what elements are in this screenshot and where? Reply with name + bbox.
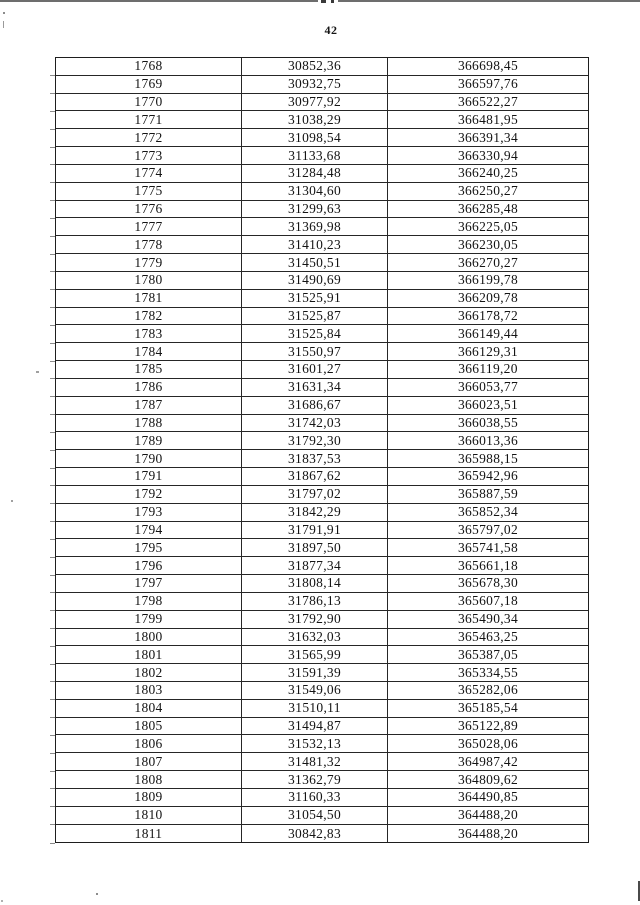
value2-cell: 366330,94: [457, 147, 519, 163]
value1-cell: 31742,03: [242, 415, 388, 432]
year-cell: 1789: [56, 432, 242, 449]
year-cell: 1771: [56, 111, 242, 128]
year-cell: 1788: [56, 415, 242, 432]
value2-cell: 365028,06: [457, 735, 519, 751]
table-row: [56, 183, 588, 201]
table-row: [56, 272, 588, 290]
value2-cell: 366240,25: [457, 165, 519, 181]
value2-cell: 366013,36: [457, 432, 519, 448]
value2-cell: 366698,45: [457, 58, 519, 74]
table-row: [56, 718, 588, 736]
data-table: [55, 57, 589, 843]
value2-cell: 365282,06: [457, 682, 519, 698]
value2-cell: 366119,20: [458, 361, 518, 377]
year-cell: 1790: [56, 450, 242, 467]
value1-cell: 30852,36: [242, 58, 388, 75]
value1-cell: 31481,32: [242, 753, 388, 770]
year-cell: 1808: [56, 771, 242, 788]
value2-cell: 366391,34: [457, 129, 519, 145]
table-row: [56, 486, 588, 504]
scan-edge-mark: [331, 0, 334, 3]
year-cell: 1796: [56, 557, 242, 574]
table-row: [56, 325, 588, 343]
value1-cell: 31591,39: [242, 664, 388, 681]
table-row: [56, 522, 588, 540]
year-cell: 1780: [56, 272, 242, 289]
scan-speck: [11, 500, 13, 502]
scan-speck: [96, 893, 98, 895]
value2-cell: 366178,72: [457, 308, 519, 323]
year-cell: 1800: [56, 629, 242, 646]
value2-cell: 364490,85: [457, 789, 519, 805]
value1-cell: 31792,90: [242, 611, 388, 628]
table-row: [56, 700, 588, 718]
year-cell: 1781: [56, 290, 242, 307]
value1-cell: 31284,48: [242, 165, 388, 182]
year-cell: 1810: [56, 807, 242, 824]
value2-cell: 366230,05: [457, 236, 519, 252]
value1-cell: 31160,33: [242, 789, 388, 806]
value2-cell: 365942,96: [457, 468, 519, 484]
value2-cell: 366597,76: [457, 76, 519, 92]
year-cell: 1786: [56, 379, 242, 396]
table-row: [56, 201, 588, 219]
table-row: [56, 682, 588, 700]
value2-cell: 366129,31: [457, 343, 519, 359]
year-cell: 1805: [56, 718, 242, 735]
year-cell: 1776: [56, 201, 242, 218]
value1-cell: 31133,68: [242, 147, 388, 164]
table-row: [56, 789, 588, 807]
value1-cell: 31054,50: [242, 807, 388, 824]
year-cell: 1803: [56, 682, 242, 699]
table-row: [56, 611, 588, 629]
year-cell: 1799: [56, 611, 242, 628]
scan-edge-line-left: [0, 0, 318, 2]
year-cell: 1772: [56, 129, 242, 146]
value1-cell: 31867,62: [242, 468, 388, 485]
value1-cell: 31897,50: [242, 539, 388, 556]
value1-cell: 31601,27: [242, 361, 388, 378]
value2-cell: 365852,34: [457, 504, 519, 520]
value2-cell: 365122,89: [457, 718, 519, 734]
scan-edge-line-right: [338, 0, 640, 2]
value1-cell: 31494,87: [242, 718, 388, 735]
table-row: [56, 432, 588, 450]
scan-speck: [3, 21, 4, 28]
table-row: [56, 165, 588, 183]
year-cell: 1784: [56, 343, 242, 360]
table-row: [56, 254, 588, 272]
value2-cell: 365887,59: [457, 486, 519, 502]
table-row: [56, 94, 588, 112]
table-row: [56, 361, 588, 379]
value1-cell: 31525,87: [242, 308, 388, 325]
year-cell: 1801: [56, 646, 242, 663]
value2-cell: 365463,25: [457, 628, 519, 644]
table-row: [56, 575, 588, 593]
year-cell: 1779: [56, 254, 242, 271]
value1-cell: 31510,11: [242, 700, 388, 717]
table-row: [56, 290, 588, 308]
year-cell: 1778: [56, 236, 242, 253]
value1-cell: 31842,29: [242, 504, 388, 521]
value1-cell: 31791,91: [242, 522, 388, 539]
table-row: [56, 468, 588, 486]
value2-cell: 366209,78: [457, 290, 519, 306]
year-cell: 1793: [56, 504, 242, 521]
value1-cell: 31038,29: [242, 111, 388, 128]
value2-cell: 365490,34: [457, 611, 519, 627]
table-row: [56, 76, 588, 94]
table-row: [56, 629, 588, 647]
value1-cell: 30932,75: [242, 76, 388, 93]
value1-cell: 31525,84: [242, 325, 388, 342]
value2-cell: 366225,05: [457, 218, 519, 234]
value1-cell: 31792,30: [242, 432, 388, 449]
table-row: [56, 539, 588, 557]
year-cell: 1770: [56, 94, 242, 111]
value2-cell: 366522,27: [457, 94, 519, 110]
value1-cell: 31490,69: [242, 272, 388, 289]
value2-cell: 365661,18: [457, 557, 519, 573]
value2-cell: 366038,55: [457, 414, 519, 430]
value2-cell: 364809,62: [457, 771, 519, 787]
value1-cell: 31686,67: [242, 397, 388, 414]
value1-cell: 30842,83: [242, 825, 388, 843]
year-cell: 1806: [56, 735, 242, 752]
value2-cell: 366250,27: [457, 183, 519, 199]
value2-cell: 366481,95: [457, 111, 519, 127]
table-row: [56, 593, 588, 611]
year-cell: 1792: [56, 486, 242, 503]
table-row: [56, 557, 588, 575]
year-cell: 1787: [56, 397, 242, 414]
value2-cell: 365678,30: [457, 575, 519, 591]
year-cell: 1802: [56, 664, 242, 681]
year-cell: 1807: [56, 753, 242, 770]
year-cell: 1798: [56, 593, 242, 610]
value1-cell: 31525,91: [242, 290, 388, 307]
value2-cell: 366270,27: [457, 254, 519, 270]
year-cell: 1775: [56, 183, 242, 200]
table-row: [56, 450, 588, 468]
table-row: [56, 825, 588, 843]
table-row: [56, 807, 588, 825]
year-cell: 1774: [56, 165, 242, 182]
value1-cell: 31369,98: [242, 218, 388, 235]
value1-cell: 31304,60: [242, 183, 388, 200]
value1-cell: 31837,53: [242, 450, 388, 467]
value1-cell: 31632,03: [242, 629, 388, 646]
value2-cell: 365741,58: [457, 539, 519, 555]
value1-cell: 31098,54: [242, 129, 388, 146]
year-cell: 1804: [56, 700, 242, 717]
value2-cell: 365607,18: [457, 593, 519, 609]
table-row: [56, 397, 588, 415]
table-row: [56, 664, 588, 682]
table-row: [56, 379, 588, 397]
value1-cell: 31877,34: [242, 557, 388, 574]
year-cell: 1783: [56, 325, 242, 342]
value1-cell: 31797,02: [242, 486, 388, 503]
scan-speck: [1, 900, 3, 902]
value2-cell: 364488,20: [457, 825, 519, 841]
value2-cell: 365334,55: [457, 664, 519, 680]
year-cell: 1785: [56, 361, 242, 378]
year-cell: 1797: [56, 575, 242, 592]
table-row: [56, 753, 588, 771]
table-row: [56, 771, 588, 789]
table-row: [56, 735, 588, 753]
page-number: 42: [324, 23, 338, 37]
value2-cell: 365797,02: [457, 521, 519, 537]
value2-cell: 365988,15: [457, 450, 519, 466]
value2-cell: 366023,51: [457, 397, 519, 413]
value2-cell: 364488,20: [457, 807, 519, 823]
scan-speck: [36, 371, 39, 373]
value1-cell: 31786,13: [242, 593, 388, 610]
value1-cell: 31410,23: [242, 236, 388, 253]
scan-edge-mark: [321, 0, 326, 3]
table-row: [56, 308, 588, 326]
year-cell: 1777: [56, 218, 242, 235]
table-row: [56, 218, 588, 236]
year-cell: 1811: [56, 825, 242, 843]
value2-cell: 366285,48: [457, 201, 519, 217]
value1-cell: 31565,99: [242, 646, 388, 663]
table-row: [56, 415, 588, 433]
table-row: [56, 111, 588, 129]
table-row: [56, 236, 588, 254]
value1-cell: 31299,63: [242, 201, 388, 218]
table-row: [56, 147, 588, 165]
value2-cell: 366199,78: [457, 272, 519, 288]
value1-cell: 31362,79: [242, 771, 388, 788]
table-row: [56, 343, 588, 361]
table-row: [56, 504, 588, 522]
value2-cell: 366149,44: [457, 325, 519, 341]
value1-cell: 31631,34: [242, 379, 388, 396]
value2-cell: 366053,77: [457, 379, 519, 395]
value1-cell: 31549,06: [242, 682, 388, 699]
value2-cell: 364987,42: [457, 753, 519, 769]
year-cell: 1782: [56, 308, 242, 325]
value1-cell: 31550,97: [242, 343, 388, 360]
value1-cell: 31450,51: [242, 254, 388, 271]
value2-cell: 365185,54: [457, 700, 519, 716]
table-row: [56, 58, 588, 76]
table-row: [56, 129, 588, 147]
year-cell: 1768: [56, 58, 242, 75]
year-cell: 1809: [56, 789, 242, 806]
scan-speck: [3, 12, 5, 14]
value1-cell: 31532,13: [242, 735, 388, 752]
table-row: [56, 646, 588, 664]
value1-cell: 31808,14: [242, 575, 388, 592]
year-cell: 1791: [56, 468, 242, 485]
value1-cell: 30977,92: [242, 94, 388, 111]
year-cell: 1794: [56, 522, 242, 539]
value2-cell: 365387,05: [457, 646, 519, 662]
year-cell: 1769: [56, 76, 242, 93]
year-cell: 1773: [56, 147, 242, 164]
year-cell: 1795: [56, 539, 242, 556]
